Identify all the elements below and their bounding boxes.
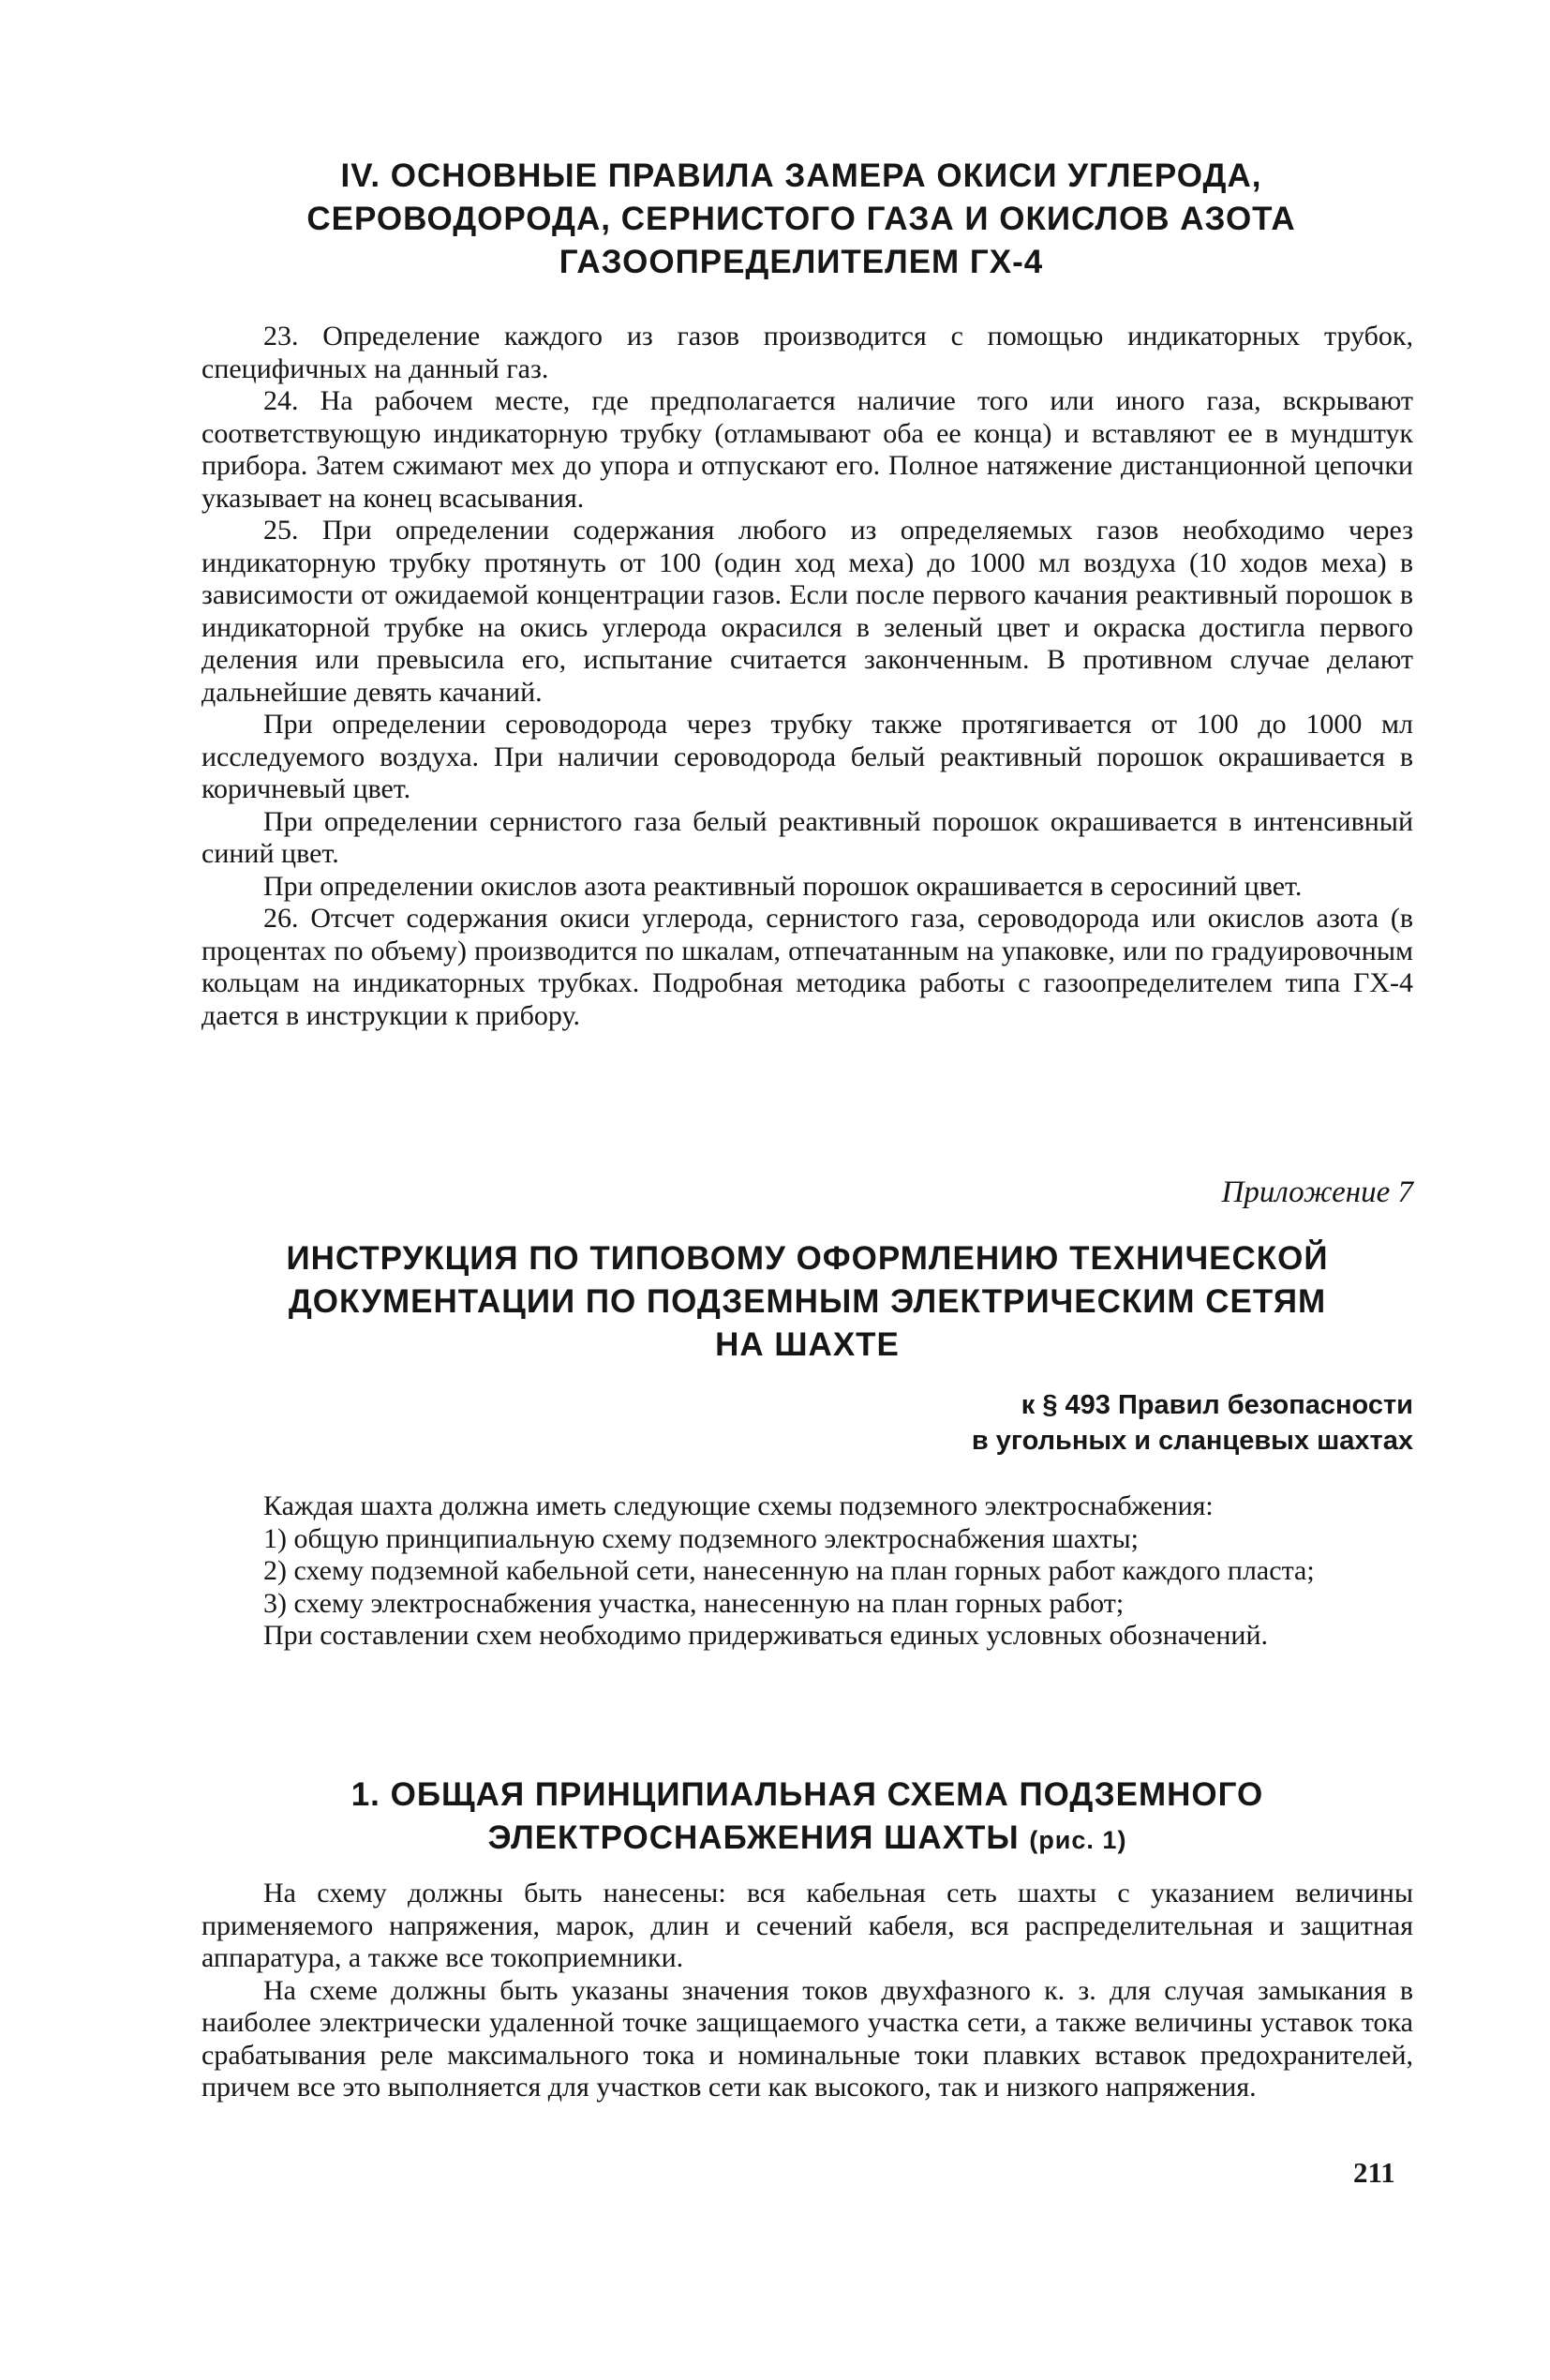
appendix-label: Приложение 7 xyxy=(1221,1175,1413,1209)
list-item: 3) схему электроснабжения участка, нанесенную на план горных работ; xyxy=(263,1587,1125,1619)
paragraph-23: 23. Определение каждого из газов производится с помощью индикаторных трубок, специфичных на данный газ. xyxy=(201,321,1413,384)
appendix-title-line: НА ШАХТЕ xyxy=(715,1326,900,1363)
appendix-intro: Каждая шахта должна иметь следующие схемы подземного электроснабжения: xyxy=(263,1490,1214,1521)
subsection-1-body xyxy=(201,1878,1413,2104)
paragraph-sulfur-dioxide: При определении сернистого газа белый реактивный порошок окрашивается в интенсивный синий цвет. xyxy=(201,805,1413,869)
subsection-1-title-text: ЭЛЕКТРОСНАБЖЕНИЯ ШАХТЫ xyxy=(487,1819,1020,1856)
appendix-closing: При составлении схем необходимо придерживаться единых условных обозначений. xyxy=(263,1620,1269,1651)
subsection-1-title-line: 1. ОБЩАЯ ПРИНЦИПИАЛЬНАЯ СХЕМА ПОДЗЕМНОГО xyxy=(350,1776,1264,1813)
page-number: 211 xyxy=(1353,2156,1395,2189)
paragraph-hydrogen-sulfide: При определении сероводорода через трубку также протягивается от 100 до 1000 мл исследуемого воздуха. При наличии сероводорода белый реактивный порошок окрашивается в коричневый цвет. xyxy=(201,709,1413,804)
subsection-1-title-line2 xyxy=(201,1817,1413,1862)
appendix-title-line: ИНСТРУКЦИЯ ПО ТИПОВОМУ ОФОРМЛЕНИЮ ТЕХНИЧЕСКОЙ xyxy=(286,1240,1329,1277)
subsection-paragraph: На схему должны быть нанесены: вся кабельная сеть шахты с указанием величины применяемого напряжения, марок, длин и сечений кабеля, вся распределительная и защитная аппаратура, а также все токоприемники. xyxy=(201,1878,1413,1973)
appendix-body xyxy=(201,1490,1413,1653)
list-item: 2) схему подземной кабельной сети, нанесенную на план горных работ каждого пласта; xyxy=(263,1555,1315,1586)
section-4-title-line: СЕРОВОДОРОДА, СЕРНИСТОГО ГАЗА И ОКИСЛОВ АЗОТА xyxy=(306,201,1296,237)
section-4-title-line: IV. ОСНОВНЫЕ ПРАВИЛА ЗАМЕРА ОКИСИ УГЛЕРОДА, xyxy=(340,157,1262,194)
rules-reference-line: в угольных и сланцевых шахтах xyxy=(971,1426,1413,1456)
section-4-title-line: ГАЗООПРЕДЕЛИТЕЛЕМ ГХ-4 xyxy=(559,244,1044,280)
subsection-1-title xyxy=(201,1774,1413,1862)
paragraph-nitrogen-oxides: При определении окислов азота реактивный порошок окрашивается в серосиний цвет. xyxy=(263,870,1303,902)
paragraph-25: 25. При определении содержания любого из определяемых газов необходимо через индикаторную трубку протянуть от 100 (один ход меха) до 1000 мл воздуха (10 ходов меха) в зависимости от ожидаемой концентрации газов. Если после первого качания реактивный порошок в индикаторной трубке на окись углерода окрасился в зеленый цвет и окраска достигла первого деления или превысила его, испытание считается законченным. В противном случае делают дальнейшие девять качаний. xyxy=(201,515,1413,708)
paragraph-26: 26. Отсчет содержания окиси углерода, сернистого газа, сероводорода или окислов азота (в процентах по объему) производится по шкалам, отпечатанным на упаковке, или по градуировочным кольцам на индикаторных трубках. Подробная методика работы с газоопределителем типа ГХ-4 дается в инструкции к прибору. xyxy=(201,903,1413,1031)
rules-reference-line: к § 493 Правил безопасности xyxy=(1021,1390,1413,1420)
section-4-heading xyxy=(248,155,1354,284)
figure-reference: (рис. 1) xyxy=(1029,1826,1127,1854)
paragraph-24: 24. На рабочем месте, где предполагается наличие того или иного газа, вскрывают соответствующую индикаторную трубку (отламывают оба ее конца) и вставляют ее в мундштук прибора. Затем сжимают мех до упора и отпускают его. Полное натяжение дистанционной цепочки указывает на конец всасывания. xyxy=(201,385,1413,514)
list-item: 1) общую принципиальную схему подземного электроснабжения шахты; xyxy=(263,1522,1139,1554)
section-4-title xyxy=(248,155,1354,284)
appendix-title xyxy=(201,1237,1413,1367)
section-4-body xyxy=(201,321,1413,1032)
subsection-paragraph: На схеме должны быть указаны значения токов двухфазного к. з. для случая замыкания в наиболее электрически удаленной точке защищаемого участка сети, а также величины уставок тока срабатывания реле максимального тока и номинальные токи плавких вставок предохранителей, причем все это выполняется для участков сети как высокого, так и низкого напряжения. xyxy=(201,1974,1413,2103)
rules-reference xyxy=(201,1387,1413,1459)
appendix-title-line: ДОКУМЕНТАЦИИ ПО ПОДЗЕМНЫМ ЭЛЕКТРИЧЕСКИМ СЕТЯМ xyxy=(288,1283,1327,1320)
